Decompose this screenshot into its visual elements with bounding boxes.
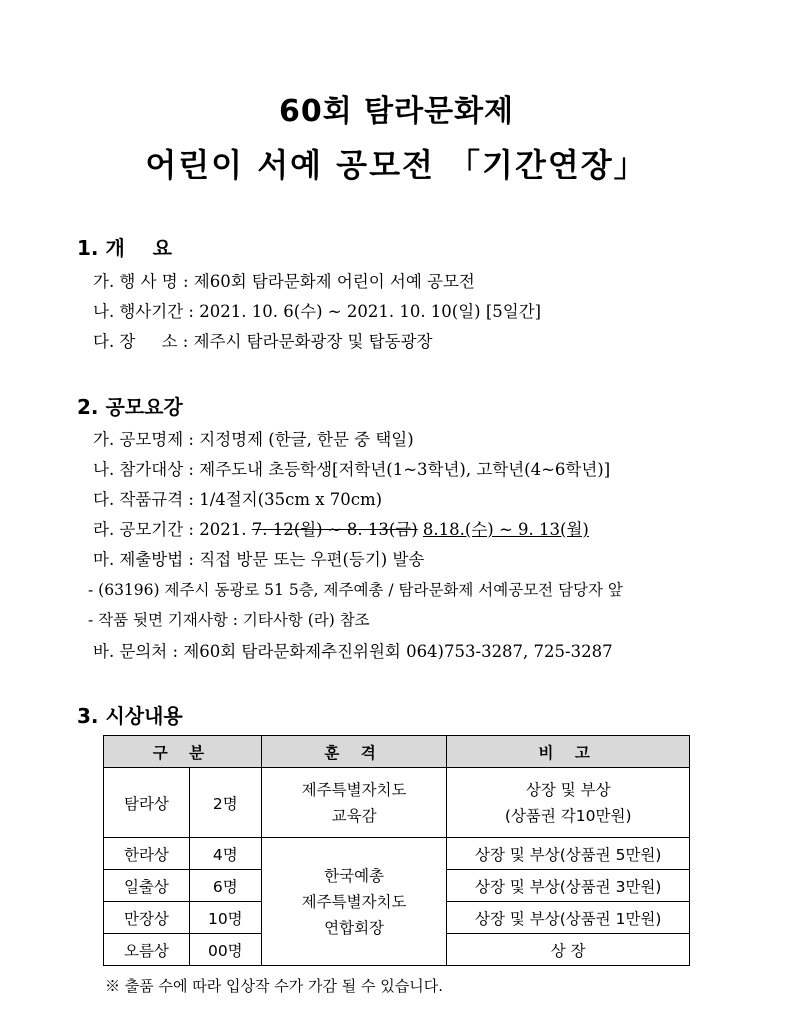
item-label: 바. 문의처 : [93, 642, 179, 661]
section-2-item-size [93, 486, 382, 510]
section-2-item-eligibility [93, 456, 610, 480]
item-text: 2021. 10. 6(수) ~ 2021. 10. 10(일) [5일간] [199, 302, 542, 321]
award-name: 탐라상 [104, 768, 190, 838]
award-remarks: 상장 및 부상(상품권 5만원) [447, 838, 690, 870]
award-name: 오름상 [104, 934, 190, 966]
item-label: 다. 장 소 : [93, 332, 189, 351]
section-1-item-venue [93, 328, 432, 352]
table-header-row [104, 736, 690, 768]
new-period: 8.18.(수) ~ 9. 13(월) [422, 520, 589, 539]
award-count: 10명 [189, 902, 261, 934]
footnote: ※ 출품 수에 따라 입상작 수가 가감 될 수 있습니다. [105, 977, 443, 995]
section-1-item-event-name [93, 268, 475, 292]
section-2-item-theme [93, 426, 414, 450]
award-count: 4명 [189, 838, 261, 870]
item-text: 1/4절지(35cm x 70cm) [199, 490, 383, 509]
award-count: 6명 [189, 870, 261, 902]
award-remarks: 상장 및 부상(상품권 1만원) [447, 902, 690, 934]
section-2-heading: 2. 공모요강 [77, 395, 183, 419]
title-line-2: 어린이 서예 공모전 「기간연장」 [145, 146, 648, 184]
award-name: 만장상 [104, 902, 190, 934]
award-count: 00명 [189, 934, 261, 966]
item-label: 나. 참가대상 : [93, 460, 194, 479]
award-honor: 제주특별자치도 교육감 [261, 768, 447, 838]
item-text: 제60회 탐라문화제 어린이 서예 공모전 [193, 272, 475, 291]
section-1-heading: 1. 개 요 [77, 236, 172, 260]
header-remarks: 비 고 [447, 736, 690, 768]
award-table [103, 735, 690, 966]
old-period: 7. 12(월) ~ 8. 13(금) [251, 520, 418, 539]
award-remarks: 상장 및 부상(상품권 3만원) [447, 870, 690, 902]
award-count: 2명 [189, 768, 261, 838]
item-label: 마. 제출방법 : [93, 550, 194, 569]
table-row [104, 768, 690, 838]
item-text: 제주도내 초등학생[저학년(1~3학년), 고학년(4~6학년)] [199, 460, 611, 479]
header-honor: 훈 격 [261, 736, 447, 768]
section-3-heading: 3. 시상내용 [77, 704, 183, 728]
item-label: 다. 작품규격 : [93, 490, 194, 509]
item-label: 나. 행사기간 : [93, 302, 194, 321]
item-text: 지정명제 (한글, 한문 중 택일) [199, 430, 414, 449]
item-label: 라. 공모기간 : [93, 520, 194, 539]
title-line-1: 60회 탐라문화제 [278, 94, 515, 129]
header-category: 구 분 [104, 736, 262, 768]
section-1-item-event-period [93, 298, 541, 322]
award-remarks: 상장 및 부상 (상품권 각10만원) [447, 768, 690, 838]
section-2-item-submission [93, 546, 424, 570]
period-prefix: 2021. [199, 520, 247, 539]
item-text: 제주시 탐라문화광장 및 탑동광장 [193, 332, 433, 351]
section-2-item-period [93, 516, 589, 540]
table-row [104, 838, 690, 870]
award-honor: 한국예총 제주특별자치도 연합회장 [261, 838, 447, 966]
award-name: 한라상 [104, 838, 190, 870]
item-label: 가. 공모명제 : [93, 430, 194, 449]
submission-note: - 작품 뒷면 기재사항 : 기타사항 (라) 참조 [88, 611, 370, 629]
submission-address: - (63196) 제주시 동광로 51 5층, 제주예총 / 탐라문화제 서예공모전 담당자 앞 [88, 581, 623, 599]
award-name: 일출상 [104, 870, 190, 902]
item-text: 직접 방문 또는 우편(등기) 발송 [199, 550, 425, 569]
item-label: 가. 행 사 명 : [93, 272, 189, 291]
item-text: 제60회 탐라문화제추진위원회 064)753-3287, 725-3287 [183, 642, 613, 661]
award-remarks: 상 장 [447, 934, 690, 966]
section-2-item-contact [93, 638, 613, 662]
